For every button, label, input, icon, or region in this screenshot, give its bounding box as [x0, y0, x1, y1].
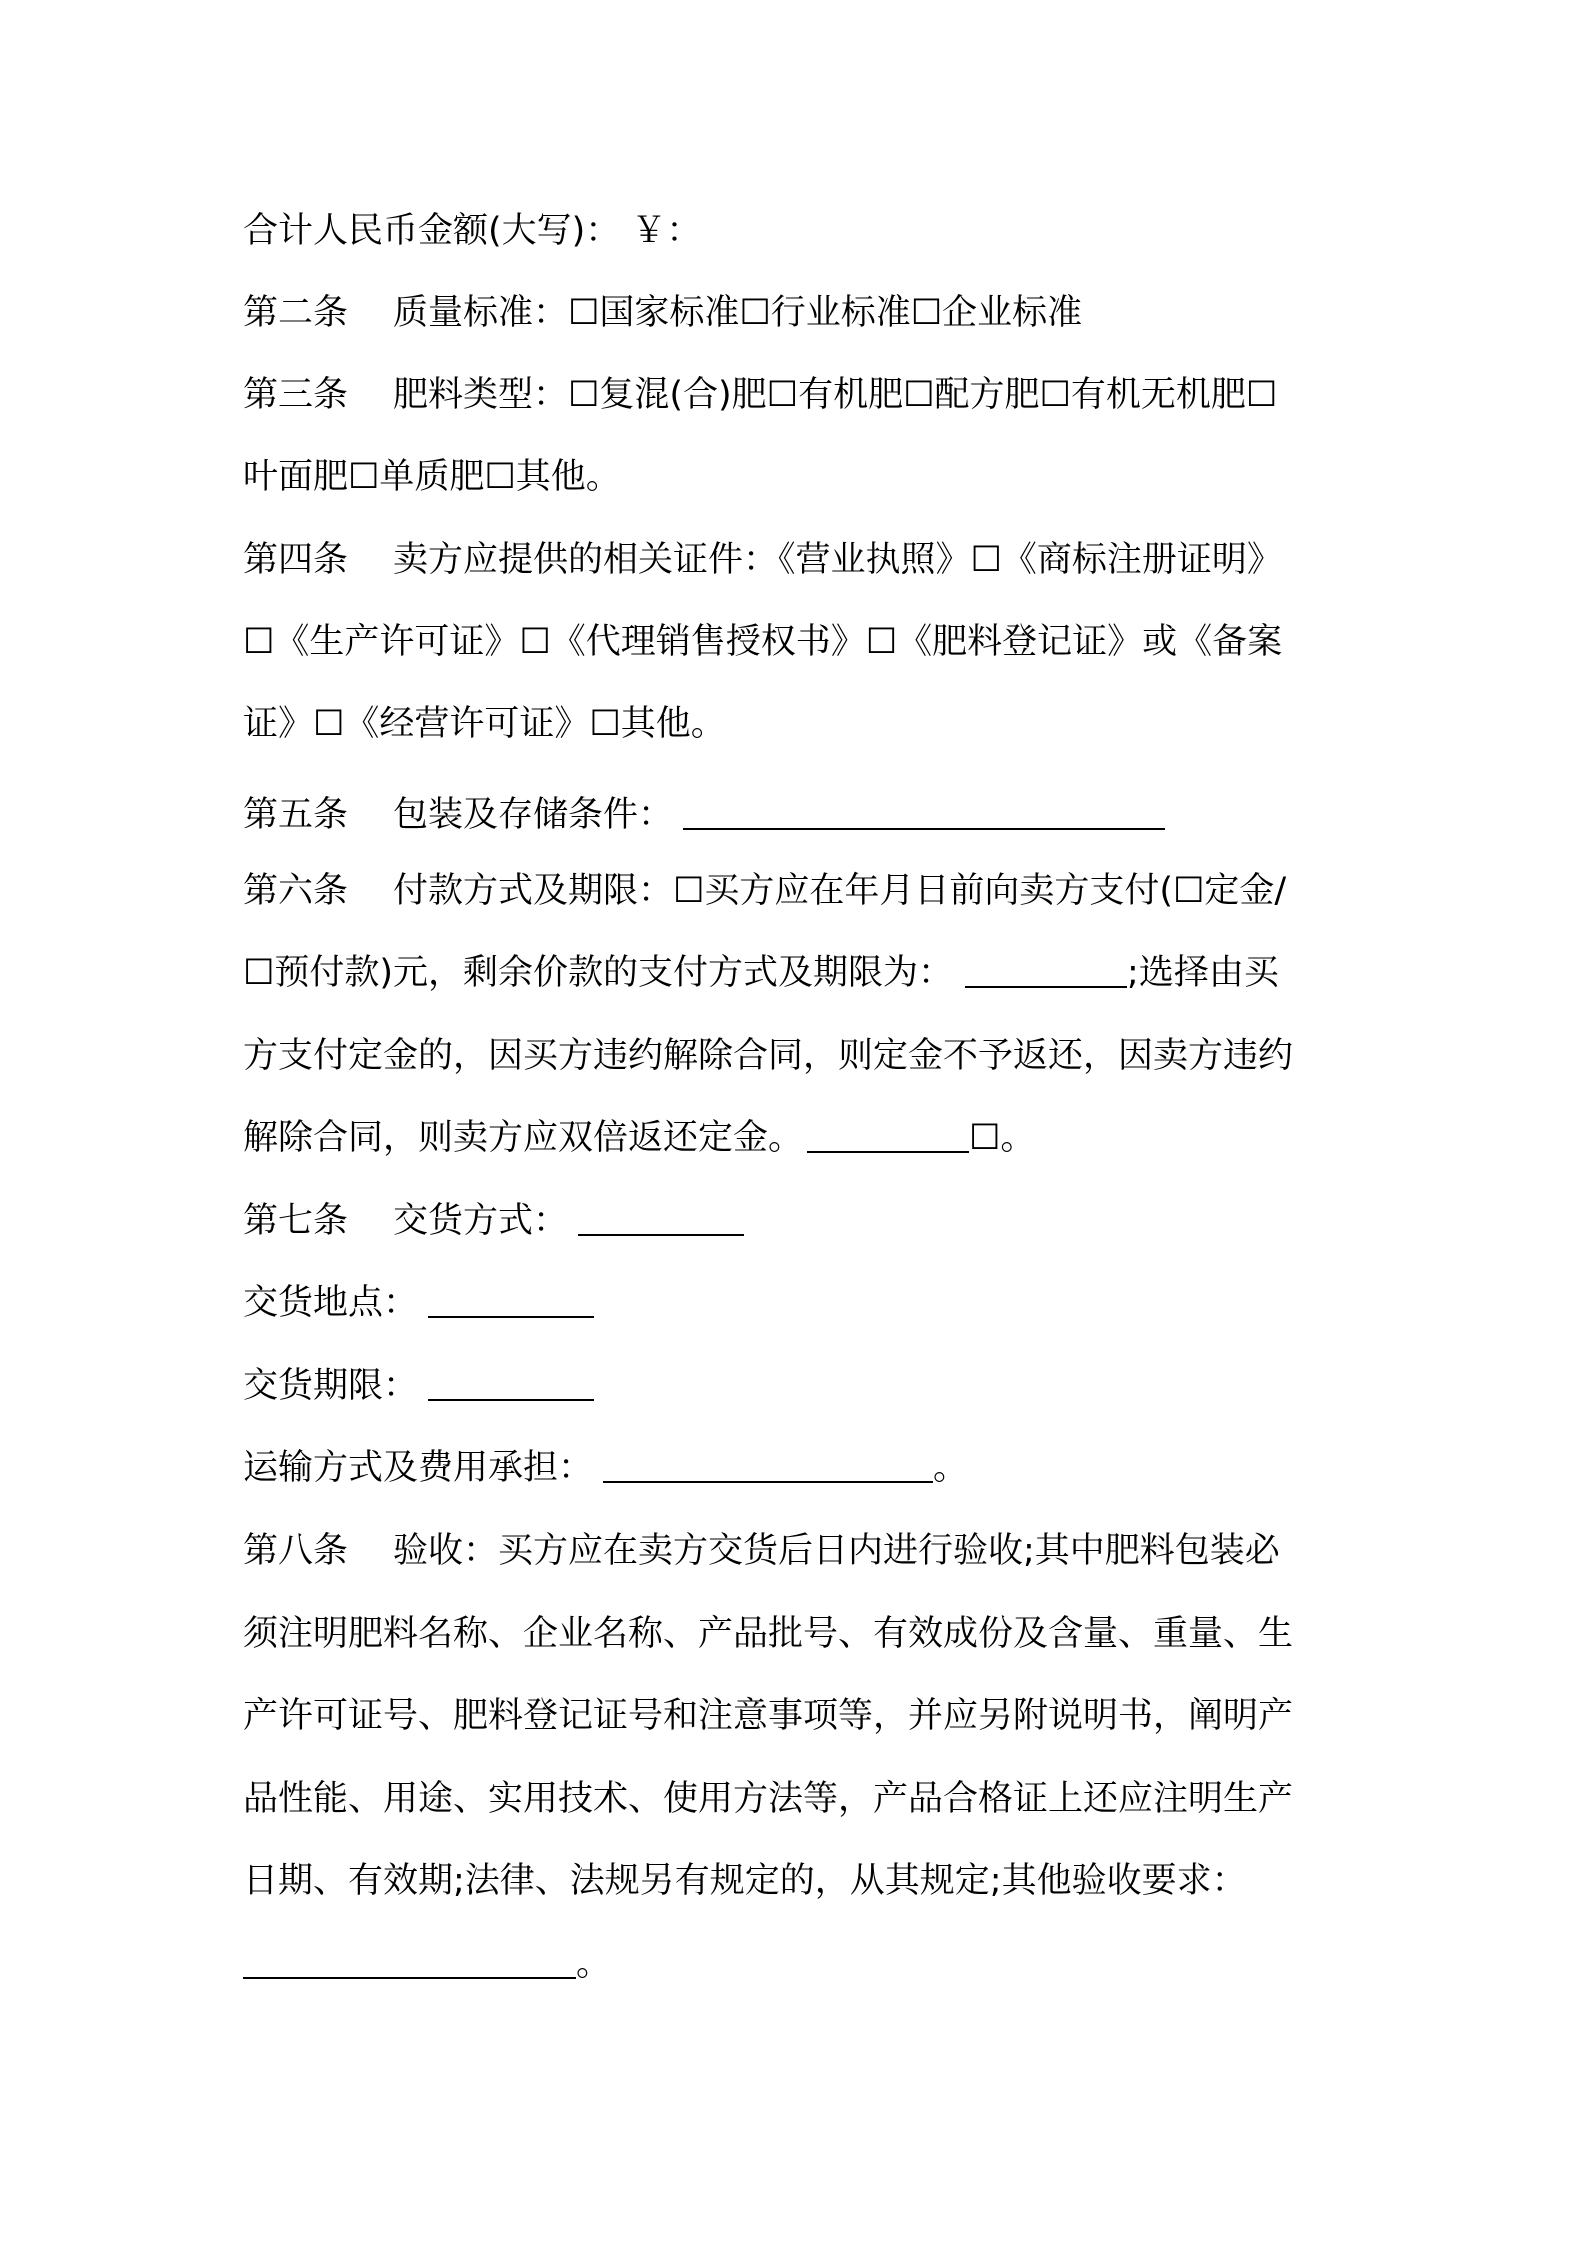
article-4-line-3	[243, 702, 1373, 746]
article-3-line-2	[243, 455, 1373, 499]
article-7-line-1	[243, 1199, 1373, 1243]
delivery-method-blank[interactable]	[578, 1200, 744, 1236]
article-8-line-1	[243, 1529, 1373, 1573]
deposit-blank[interactable]	[807, 1117, 969, 1153]
article-8-end: 。	[576, 1944, 612, 1984]
delivery-place-line	[243, 1281, 1373, 1325]
article-5	[243, 793, 1373, 837]
article-6-line-3	[243, 1034, 1373, 1078]
delivery-method-label: 交货方式：	[393, 1201, 569, 1241]
transport-end: 。	[933, 1448, 969, 1488]
article-4-label: 第四条	[243, 540, 349, 580]
article-6-text-2a: ☐预付款)元，剩余价款的支付方式及期限为：	[243, 953, 954, 993]
article-6-text-3: 方支付定金的，因买方违约解除合同，则定金不予返还，因卖方违约	[243, 1036, 1294, 1076]
article-8-line-3	[243, 1694, 1373, 1738]
delivery-place-blank[interactable]	[428, 1282, 594, 1318]
article-6-line-1	[243, 869, 1373, 913]
article-8-text-1: 验收：买方应在卖方交货后日内进行验收;其中肥料包装必	[393, 1531, 1280, 1571]
delivery-term-label: 交货期限：	[243, 1366, 419, 1406]
article-3-text-2: 叶面肥☐单质肥☐其他。	[243, 457, 621, 497]
delivery-place-label: 交货地点：	[243, 1283, 419, 1323]
article-8-line-6	[243, 1942, 1373, 1986]
transport-line	[243, 1446, 1373, 1490]
article-8-line-5	[243, 1859, 1373, 1903]
article-6-label: 第六条	[243, 871, 349, 911]
article-3-line-1	[243, 373, 1373, 417]
article-8-line-4	[243, 1777, 1373, 1821]
article-6-text-4b: ☐。	[969, 1118, 1036, 1158]
article-2-label: 第二条	[243, 293, 349, 333]
article-2	[243, 291, 1373, 335]
delivery-term-line	[243, 1364, 1373, 1408]
article-8-text-4: 品性能、用途、实用技术、使用方法等，产品合格证上还应注明生产	[243, 1779, 1294, 1819]
packaging-blank[interactable]	[683, 794, 1165, 830]
article-3-text-1: 肥料类型：☐复混(合)肥☐有机肥☐配方肥☐有机无机肥☐	[393, 375, 1278, 415]
article-4-line-1	[243, 538, 1373, 582]
article-3-label: 第三条	[243, 375, 349, 415]
article-8-text-3: 产许可证号、肥料登记证号和注意事项等，并应另附说明书，阐明产	[243, 1696, 1294, 1736]
article-5-label: 第五条	[243, 795, 349, 835]
article-6-line-2	[243, 951, 1373, 995]
article-4-line-2	[243, 620, 1373, 664]
article-7-label: 第七条	[243, 1201, 349, 1241]
total-amount-line	[243, 209, 1373, 253]
article-6-text-1: 付款方式及期限：☐买方应在年月日前向卖方支付(☐定金/	[393, 871, 1287, 911]
article-4-text-3: 证》☐《经营许可证》☐其他。	[243, 704, 726, 744]
article-6-text-4a: 解除合同，则卖方应双倍返还定金。	[243, 1118, 804, 1158]
acceptance-blank[interactable]	[243, 1943, 576, 1979]
article-5-text: 包装及存储条件：	[393, 795, 674, 835]
article-6-line-4	[243, 1116, 1373, 1160]
article-8-label: 第八条	[243, 1531, 349, 1571]
transport-blank[interactable]	[603, 1447, 933, 1483]
article-2-text: 质量标准：☐国家标准☐行业标准☐企业标准	[393, 293, 1083, 333]
article-4-text-2: ☐《生产许可证》☐《代理销售授权书》☐《肥料登记证》或《备案	[243, 622, 1283, 662]
article-8-text-2: 须注明肥料名称、企业名称、产品批号、有效成份及含量、重量、生	[243, 1614, 1294, 1654]
article-8-line-2	[243, 1612, 1373, 1656]
article-6-text-2b: ;选择由买	[1127, 953, 1279, 993]
payment-terms-blank[interactable]	[965, 952, 1127, 988]
article-4-text-1: 卖方应提供的相关证件：《营业执照》☐《商标注册证明》	[393, 540, 1282, 580]
transport-label: 运输方式及费用承担：	[243, 1448, 594, 1488]
delivery-term-blank[interactable]	[428, 1365, 594, 1401]
article-8-text-5: 日期、有效期;法律、法规另有规定的，从其规定;其他验收要求：	[243, 1861, 1247, 1901]
total-amount-text: 合计人民币金额(大写)： ￥：	[243, 211, 702, 251]
